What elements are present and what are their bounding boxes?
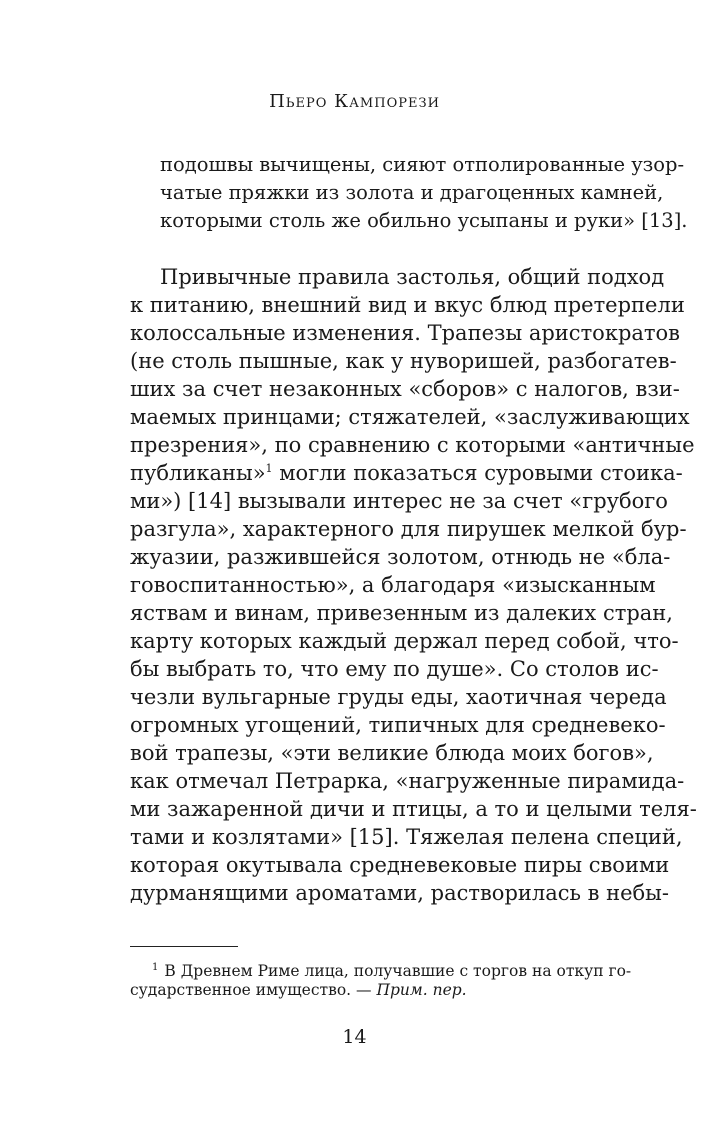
body-line: презрения», по сравнению с которыми «античные	[130, 433, 695, 457]
body-line: дурманящими ароматами, растворилась в небы-	[130, 881, 669, 905]
body-line: карту которых каждый держал перед собой, что-	[130, 629, 679, 653]
footnote-line	[130, 979, 608, 1002]
body-line: тами и козлятами» [15]. Тяжелая пелена специй,	[130, 825, 683, 849]
quote-line: чатые пряжки из золота и драгоценных камней,	[160, 181, 664, 204]
body-line: ми зажаренной дичи и птицы, а то и целыми теля-	[130, 797, 697, 821]
footnote-number: 1	[152, 962, 159, 973]
body-line: колоссальные изменения. Трапезы аристократов	[130, 321, 680, 345]
running-header: Пьеро Кампорези	[269, 91, 440, 112]
body-line: огромных угощений, типичных для средневеко-	[130, 713, 666, 737]
footnote-text: сударственное имущество. —	[130, 981, 377, 999]
body-line: которая окутывала средневековые пиры своими	[130, 853, 670, 877]
body-line: бы выбрать то, что ему по душе». Со столов ис-	[130, 657, 659, 681]
body-line: вой трапезы, «эти великие блюда моих богов»,	[130, 741, 654, 765]
body-line: как отмечал Петрарка, «нагруженные пирамида-	[130, 769, 685, 793]
body-line: разгула», характерного для пирушек мелкой бур-	[130, 517, 687, 541]
body-line: к питанию, внешний вид и вкус блюд претерпели	[130, 293, 685, 317]
body-line: яствам и винам, привезенным из далеких стран,	[130, 601, 673, 625]
footnote-ref: 1	[265, 462, 273, 475]
body-line: говоспитанностью», а благодаря «изысканным	[130, 573, 656, 597]
body-line: чезли вульгарные груды еды, хаотичная череда	[130, 685, 667, 709]
body-line: Привычные правила застолья, общий подход	[160, 265, 665, 289]
body-line: жуазии, разжившейся золотом, отнюдь не «бла-	[130, 545, 671, 569]
body-line-with-footnote	[130, 459, 683, 487]
footnote-divider	[130, 946, 238, 947]
body-line: (не столь пышные, как у нуворишей, разбогатев-	[130, 349, 677, 373]
translator-note-label: Прим. пер.	[376, 981, 467, 999]
page-number: 14	[342, 1026, 367, 1048]
body-line: маемых принцами; стяжателей, «заслуживающих	[130, 405, 690, 429]
quote-line: подошвы вычищены, сияют отполированные узор-	[160, 153, 685, 176]
footnote-text: В Древнем Риме лица, получавшие с торгов на откуп го-	[164, 962, 632, 980]
quote-line: которыми столь же обильно усыпаны и руки» [13].	[160, 209, 688, 232]
body-line-part: могли показаться суровыми стоика-	[272, 461, 683, 485]
body-line: ми») [14] вызывали интерес не за счет «грубого	[130, 489, 668, 513]
body-line: ших за счет незаконных «сборов» с налогов, взи-	[130, 377, 680, 401]
body-line-part: публиканы»	[130, 461, 266, 485]
